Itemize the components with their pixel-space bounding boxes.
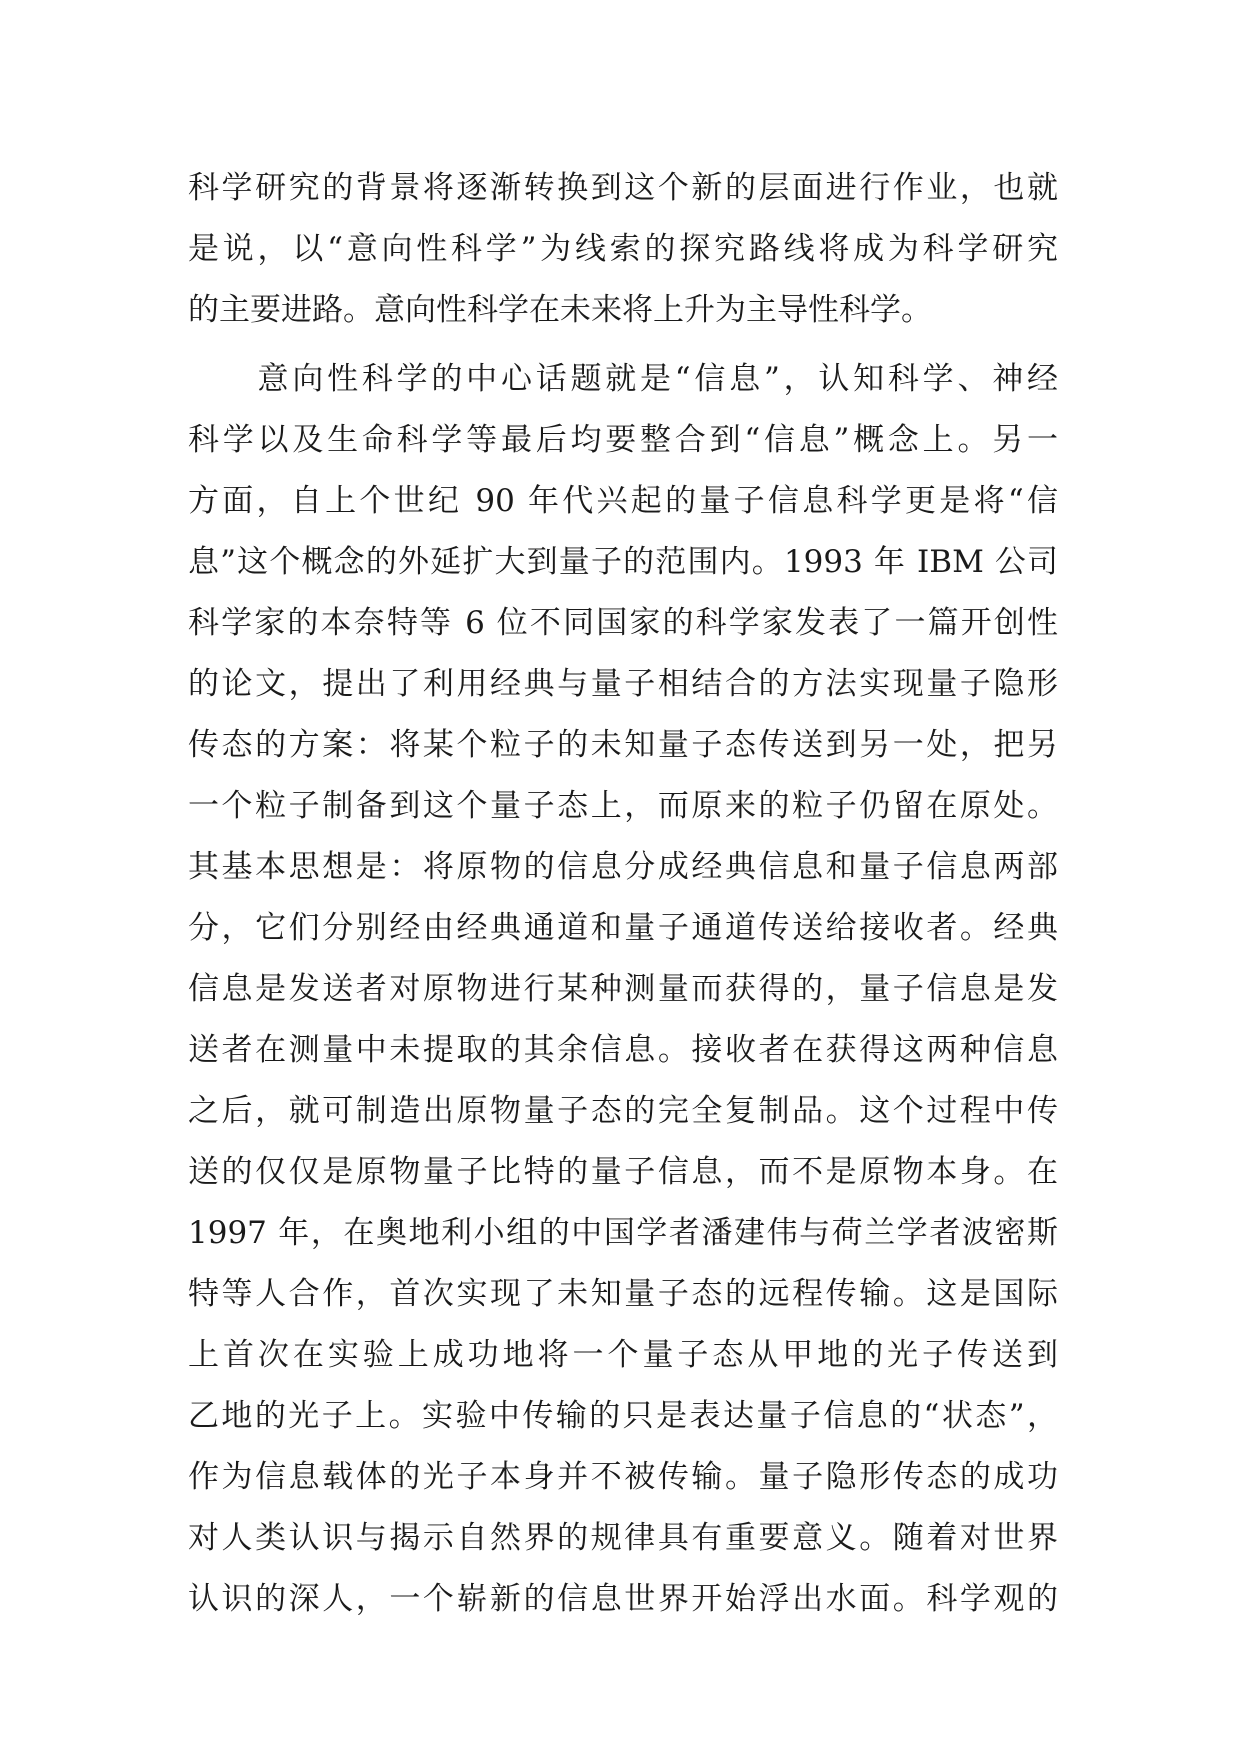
text-line: 特等人合作，首次实现了未知量子态的远程传输。这是国际 [188,1276,1058,1312]
text-line: 乙地的光子上。实验中传输的只是表达量子信息的“状态”， [188,1398,1058,1434]
text-line: 对人类认识与揭示自然界的规律具有重要意义。随着对世界 [188,1520,1058,1556]
text-line: 分，它们分别经由经典通道和量子通道传送给接收者。经典 [188,910,1058,946]
text-line: 送的仅仅是原物量子比特的量子信息，而不是原物本身。在 [188,1154,1058,1190]
text-line: 的主要进路。意向性科学在未来将上升为主导性科学。 [188,292,932,328]
text-line: 1997 年，在奥地利小组的中国学者潘建伟与荷兰学者波密斯 [188,1215,1058,1251]
text-line: 之后，就可制造出原物量子态的完全复制品。这个过程中传 [188,1093,1058,1129]
text-line: 信息是发送者对原物进行某种测量而获得的，量子信息是发 [188,971,1058,1007]
text-line: 科学以及生命科学等最后均要整合到“信息”概念上。另一 [188,422,1058,458]
text-line: 传态的方案：将某个粒子的未知量子态传送到另一处，把另 [188,727,1058,763]
text-line: 认识的深人，一个崭新的信息世界开始浮出水面。科学观的 [188,1581,1058,1617]
text-line: 科学家的本奈特等 6 位不同国家的科学家发表了一篇开创性 [188,605,1058,641]
text-line: 科学研究的背景将逐渐转换到这个新的层面进行作业，也就 [188,170,1058,206]
text-line: 的论文，提出了利用经典与量子相结合的方法实现量子隐形 [188,666,1058,702]
text-line: 其基本思想是：将原物的信息分成经典信息和量子信息两部 [188,849,1058,885]
text-line: 息”这个概念的外延扩大到量子的范围内。1993 年 IBM 公司 [188,544,1058,580]
text-line: 方面，自上个世纪 90 年代兴起的量子信息科学更是将“信 [188,483,1058,519]
text-line: 一个粒子制备到这个量子态上，而原来的粒子仍留在原处。 [188,788,1058,824]
text-line: 送者在测量中未提取的其余信息。接收者在获得这两种信息 [188,1032,1058,1068]
paragraph-gap [188,341,1058,349]
text-line: 上首次在实验上成功地将一个量子态从甲地的光子传送到 [188,1337,1058,1373]
text-line: 作为信息载体的光子本身并不被传输。量子隐形传态的成功 [188,1459,1058,1495]
text-line: 意向性科学的中心话题就是“信息”，认知科学、神经 [188,361,1058,397]
paragraph-1 [188,158,1058,341]
text-line: 是说，以“意向性科学”为线索的探究路线将成为科学研究 [188,231,1058,267]
body-text [188,158,1058,1630]
paragraph-2 [188,349,1058,1630]
